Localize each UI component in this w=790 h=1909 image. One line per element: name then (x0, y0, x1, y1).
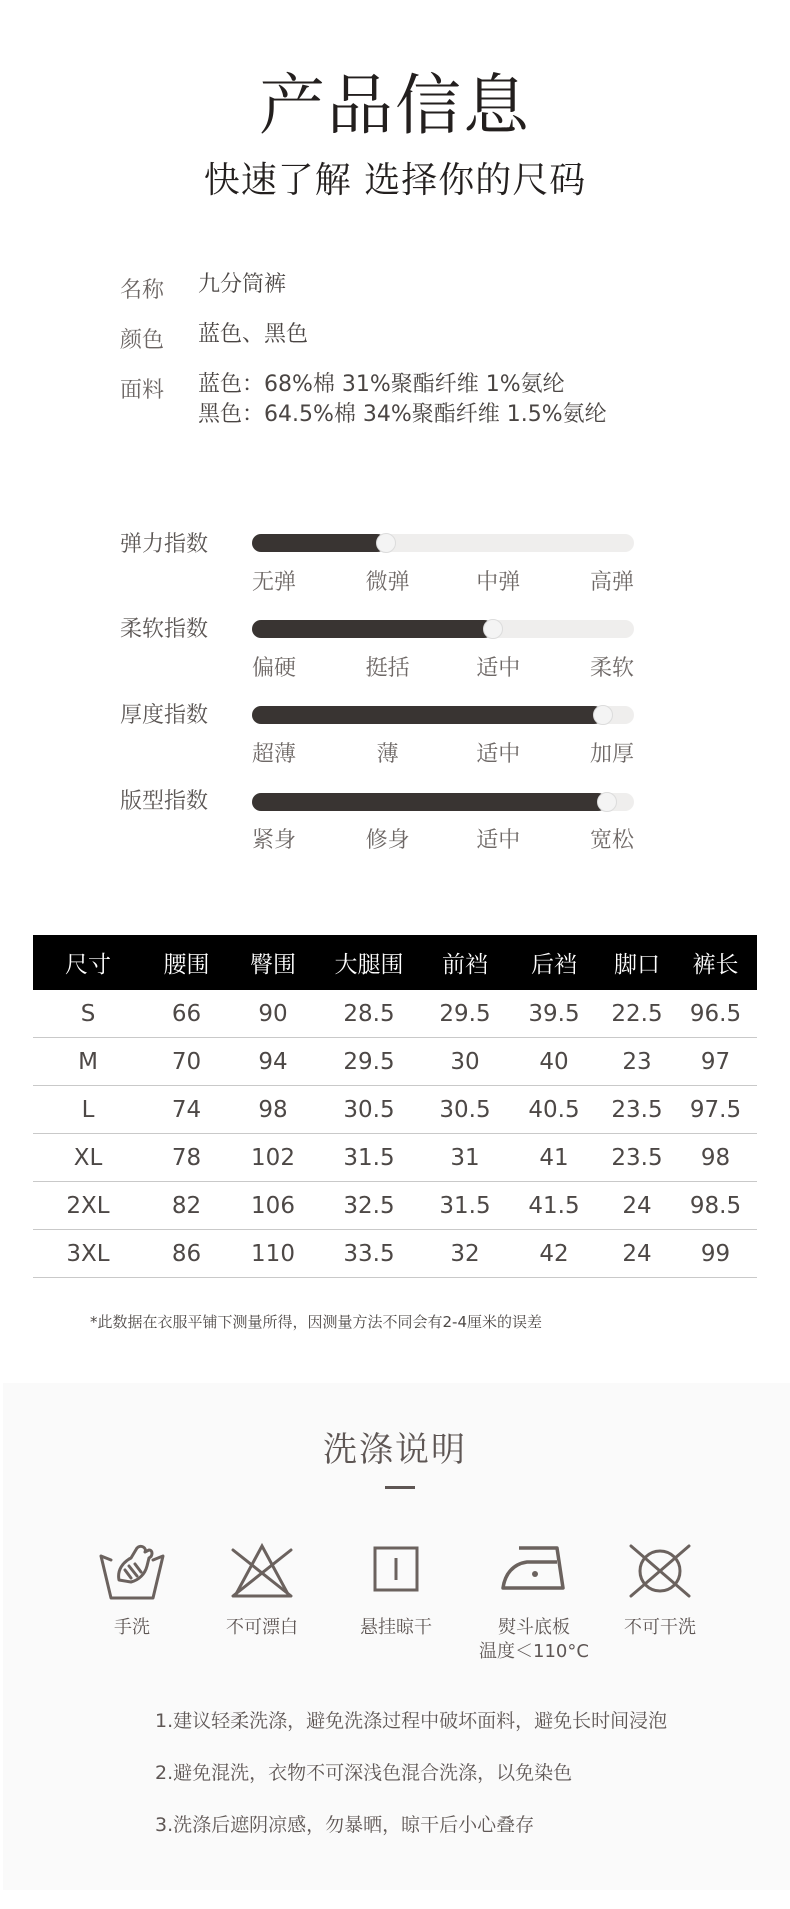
scale-label: 紧身 (252, 828, 297, 853)
care-item-line-dry (331, 1540, 461, 1640)
table-cell: 23 (622, 1048, 652, 1075)
scale-label: 无弹 (252, 570, 297, 595)
scale-label: 偏硬 (252, 656, 297, 681)
table-cell: 24 (622, 1192, 652, 1219)
scale-label: 修身 (365, 828, 410, 853)
measurement-note: *此数据在衣服平铺下测量所得，因测量方法不同会有2-4厘米的误差 (90, 1313, 543, 1331)
scale-label: 适中 (476, 742, 521, 767)
table-cell: 31.5 (439, 1192, 491, 1219)
index-bar (252, 534, 634, 552)
care-label (469, 1616, 599, 1664)
table-cell: 3XL (66, 1240, 110, 1267)
scale-label: 超薄 (252, 742, 297, 767)
care-item-iron (469, 1540, 599, 1664)
table-cell: 32 (450, 1240, 480, 1267)
care-label: 不可漂白 (226, 1617, 298, 1638)
table-row (33, 1038, 757, 1086)
table-cell: 39.5 (528, 1000, 580, 1027)
hand-wash-icon (97, 1540, 167, 1602)
table-row (33, 990, 757, 1038)
table-cell: 29.5 (343, 1048, 395, 1075)
table-cell: 30 (450, 1048, 480, 1075)
table-cell: 31 (450, 1144, 480, 1171)
name-value: 九分筒裤 (198, 272, 287, 297)
scale-label: 宽松 (589, 828, 634, 853)
table-cell: 30.5 (439, 1096, 491, 1123)
index-label: 版型指数 (120, 789, 209, 814)
index-knob (597, 792, 617, 812)
index-bar (252, 620, 634, 638)
index-label: 弹力指数 (120, 532, 209, 557)
table-cell: 41.5 (528, 1192, 580, 1219)
column-header: 尺寸 (65, 952, 111, 978)
fabric-value-black: 黑色：64.5%棉 34%聚酯纤维 1.5%氨纶 (198, 402, 607, 427)
table-cell: XL (73, 1144, 103, 1171)
table-row (33, 1086, 757, 1134)
table-cell: 23.5 (611, 1144, 663, 1171)
table-cell: 32.5 (343, 1192, 395, 1219)
table-cell: 40 (539, 1048, 569, 1075)
table-cell: M (78, 1048, 98, 1075)
table-cell: 74 (171, 1096, 202, 1123)
index-scale (252, 565, 634, 596)
care-item-no-dry-clean (595, 1540, 725, 1640)
scale-label: 适中 (476, 656, 521, 681)
column-header: 前裆 (442, 952, 488, 978)
table-row (33, 1134, 757, 1182)
table-cell: 23.5 (611, 1096, 663, 1123)
index-knob (593, 705, 613, 725)
table-cell: 31.5 (343, 1144, 395, 1171)
care-label: 悬挂晾干 (360, 1617, 432, 1638)
scale-label: 挺括 (365, 656, 410, 681)
table-cell: 98.5 (689, 1192, 742, 1219)
index-label: 柔软指数 (120, 617, 209, 642)
table-cell: 99 (700, 1240, 731, 1267)
name-label: 名称 (120, 278, 165, 303)
table-cell: 97.5 (689, 1096, 742, 1123)
color-value: 蓝色、黑色 (198, 322, 309, 347)
table-cell: 24 (622, 1240, 652, 1267)
fabric-value-blue: 蓝色：68%棉 31%聚酯纤维 1%氨纶 (198, 372, 565, 397)
table-row (33, 1182, 757, 1230)
title-divider (385, 1486, 415, 1489)
table-cell: 102 (251, 1144, 295, 1171)
table-cell: 96.5 (689, 1000, 742, 1027)
table-cell: 40.5 (528, 1096, 580, 1123)
index-bar-fill (252, 620, 493, 638)
table-cell: 42 (539, 1240, 569, 1267)
table-cell: 33.5 (343, 1240, 395, 1267)
table-cell: 90 (258, 1000, 288, 1027)
size-table (33, 935, 757, 1278)
scale-label: 柔软 (589, 656, 634, 681)
table-cell: 106 (251, 1192, 295, 1219)
care-item-no-bleach (197, 1540, 327, 1640)
scale-label: 薄 (376, 742, 399, 767)
table-cell: 66 (171, 1000, 202, 1027)
no-bleach-icon (227, 1540, 297, 1602)
index-scale (252, 737, 634, 768)
no-dry-clean-icon (625, 1540, 695, 1602)
column-header: 臀围 (250, 952, 296, 978)
table-cell: 98 (700, 1144, 731, 1171)
column-header: 裤长 (692, 952, 739, 978)
column-header: 大腿围 (334, 952, 404, 978)
table-header (33, 935, 757, 990)
fabric-label: 面料 (120, 378, 165, 403)
scale-label: 适中 (476, 828, 521, 853)
table-cell: L (81, 1096, 95, 1123)
care-item-hand-wash (67, 1540, 197, 1640)
washing-tip: 1.建议轻柔洗涤，避免洗涤过程中破坏面料，避免长时间浸泡 (155, 1710, 668, 1732)
scale-label: 中弹 (476, 570, 521, 595)
index-label: 厚度指数 (120, 703, 209, 728)
line-dry-icon (361, 1540, 431, 1602)
table-cell: 2XL (66, 1192, 110, 1219)
scale-label: 高弹 (589, 570, 634, 595)
table-cell: 97 (700, 1048, 731, 1075)
index-bar (252, 793, 634, 811)
column-header: 腰围 (163, 952, 210, 978)
table-cell: 86 (171, 1240, 202, 1267)
table-cell: 78 (171, 1144, 202, 1171)
care-label-line1: 熨斗底板 (498, 1617, 570, 1638)
page-title: 产品信息 (259, 67, 531, 144)
index-bar-fill (252, 793, 607, 811)
column-header: 脚口 (614, 952, 660, 978)
column-header: 后裆 (531, 952, 577, 978)
care-label: 不可干洗 (624, 1617, 696, 1638)
table-cell: 22.5 (611, 1000, 663, 1027)
care-label-line2: 温度＜110°C (479, 1641, 589, 1662)
scale-label: 微弹 (365, 570, 410, 595)
index-bar-fill (252, 706, 603, 724)
table-cell: S (80, 1000, 96, 1027)
table-cell: 110 (251, 1240, 295, 1267)
index-knob (483, 619, 503, 639)
table-cell: 41 (539, 1144, 569, 1171)
index-scale (252, 651, 634, 682)
washing-tip: 3.洗涤后遮阴凉感，勿暴晒，晾干后小心叠存 (155, 1814, 535, 1836)
iron-low-icon (499, 1540, 569, 1602)
index-knob (376, 533, 396, 553)
table-cell: 29.5 (439, 1000, 491, 1027)
table-cell: 28.5 (343, 1000, 395, 1027)
index-bar (252, 706, 634, 724)
washing-tip: 2.避免混洗，衣物不可深浅色混合洗涤，以免染色 (155, 1762, 573, 1784)
table-cell: 82 (171, 1192, 202, 1219)
index-bar-fill (252, 534, 386, 552)
care-label: 手洗 (114, 1617, 150, 1638)
table-cell: 94 (258, 1048, 288, 1075)
washing-title: 洗涤说明 (323, 1430, 467, 1470)
table-row (33, 1230, 757, 1278)
table-cell: 30.5 (343, 1096, 395, 1123)
scale-label: 加厚 (589, 742, 634, 767)
index-scale (252, 823, 634, 854)
table-cell: 70 (171, 1048, 202, 1075)
table-cell: 98 (258, 1096, 288, 1123)
color-label: 颜色 (120, 328, 165, 353)
page-subtitle: 快速了解 选择你的尺码 (203, 160, 587, 201)
